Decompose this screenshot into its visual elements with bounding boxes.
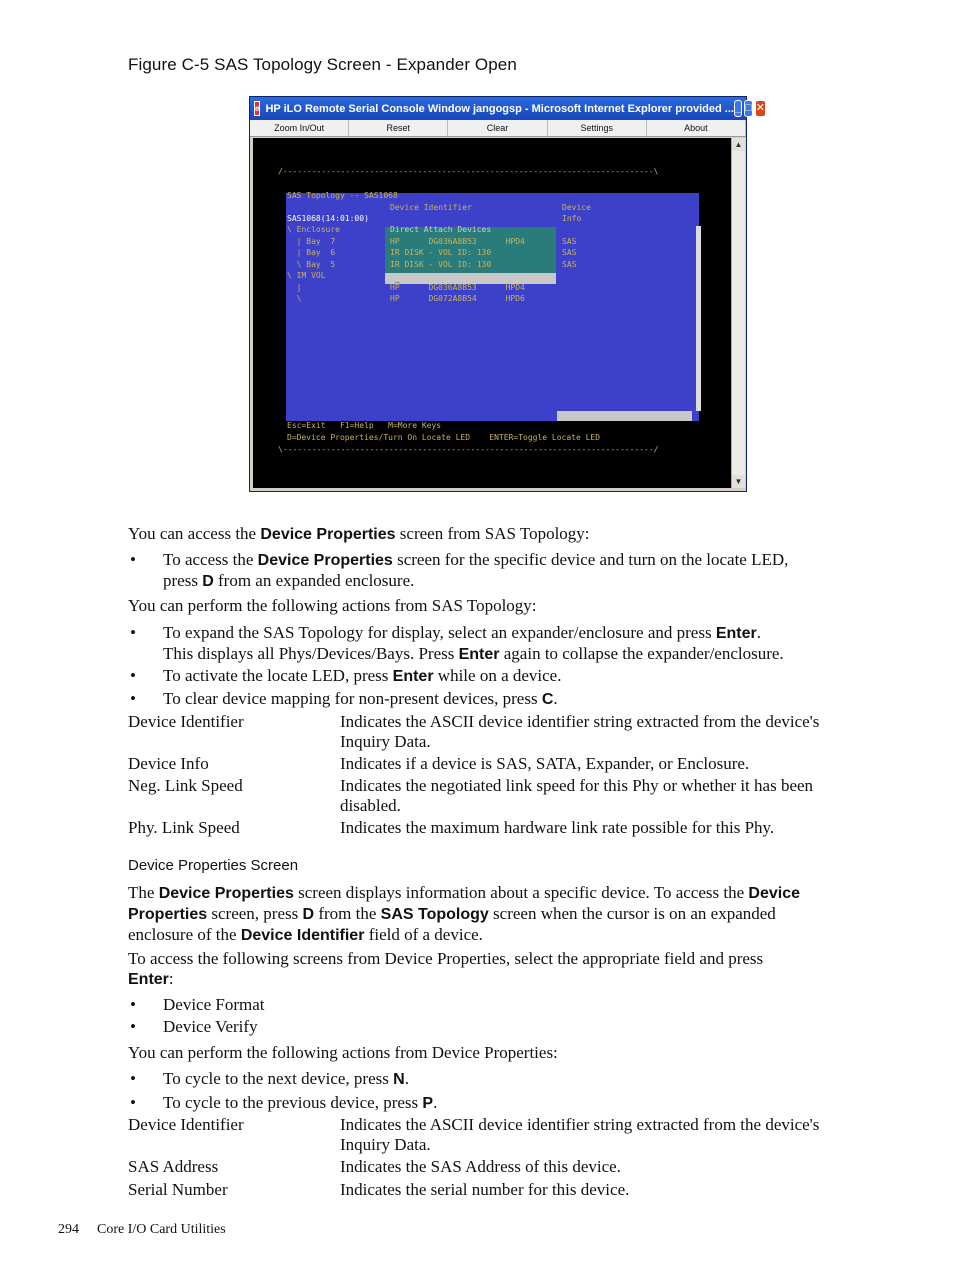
menu-zoom[interactable]: Zoom In/Out xyxy=(250,120,349,136)
device-info: SAS xyxy=(562,248,577,257)
bullet-icon: • xyxy=(130,1017,136,1036)
definition-text: Indicates the maximum hardware link rate possible for this Phy. xyxy=(340,818,775,837)
bullet-icon: • xyxy=(130,623,136,642)
paragraph: You can access the Device Properties screen from SAS Topology: xyxy=(128,524,590,543)
scroll-down-icon[interactable]: ▼ xyxy=(732,475,745,488)
tree-item: | Bay 7 xyxy=(287,237,336,246)
tree-item: | Bay 6 xyxy=(287,248,336,257)
device-row: Direct Attach Devices xyxy=(390,225,492,234)
device-info: SAS xyxy=(562,260,577,269)
definition-term: Device Info xyxy=(128,754,209,773)
device-row: IR DISK - VOL ID: 130 xyxy=(390,248,492,257)
col-info: Info xyxy=(562,214,582,223)
tree-item: \ IM VOL xyxy=(287,271,326,280)
definition-term: Serial Number xyxy=(128,1180,228,1199)
device-row: HP DG036A8B53 HPD4 xyxy=(390,283,525,292)
device-row: HP DG072A8B54 HPD6 xyxy=(390,294,525,303)
bullet-icon: • xyxy=(130,1069,136,1088)
terminal-screen xyxy=(253,138,731,488)
menu-clear[interactable]: Clear xyxy=(448,120,547,136)
paragraph: You can perform the following actions from Device Properties: xyxy=(128,1043,558,1062)
window-titlebar xyxy=(250,97,765,120)
tree-item: \ xyxy=(287,294,302,303)
list-item: Device Format xyxy=(163,995,265,1014)
definition-text: Indicates the serial number for this device. xyxy=(340,1180,630,1199)
bullet-icon: • xyxy=(130,995,136,1014)
paragraph: You can perform the following actions from SAS Topology: xyxy=(128,596,537,615)
window-vertical-scrollbar[interactable] xyxy=(731,138,745,488)
maximize-icon[interactable]: □ xyxy=(744,100,753,117)
page-number: 294 xyxy=(58,1222,79,1237)
close-icon[interactable]: ✕ xyxy=(755,100,766,117)
list-item: To clear device mapping for non-present devices, press C. xyxy=(163,689,558,708)
console-window xyxy=(249,96,765,492)
paragraph: To access the following screens from Device Properties, select the appropriate field and press Enter: xyxy=(128,949,764,988)
definition-term: Neg. Link Speed xyxy=(128,776,243,795)
definition-term: SAS Address xyxy=(128,1157,219,1176)
terminal-footer-keys: D=Device Properties/Turn On Locate LED ENTER=Toggle Locate LED xyxy=(287,433,601,442)
minimize-icon[interactable]: _ xyxy=(734,100,742,117)
device-row: HP DG036A8B53 HPD4 xyxy=(390,237,525,246)
terminal-frame-top: /-----------------------------------------------------------------------------\ xyxy=(278,167,659,176)
definition-term: Phy. Link Speed xyxy=(128,818,240,837)
col-device: Device xyxy=(562,203,591,212)
device-row: IR DISK - VOL ID: 130 xyxy=(390,260,492,269)
definition-term: Device Identifier xyxy=(128,712,244,731)
list-item: To cycle to the previous device, press P. xyxy=(163,1093,438,1112)
menu-reset[interactable]: Reset xyxy=(349,120,448,136)
chapter-title: Core I/O Card Utilities xyxy=(97,1222,226,1237)
terminal-footer-keys: Esc=Exit F1=Help M=More Keys xyxy=(287,421,442,430)
col-device-identifier: Device Identifier xyxy=(390,203,472,212)
definition-term: Device Identifier xyxy=(128,1115,244,1134)
bullet-icon: • xyxy=(130,1093,136,1112)
bullet-icon: • xyxy=(130,666,136,685)
menu-about[interactable]: About xyxy=(647,120,746,136)
scroll-up-icon[interactable]: ▲ xyxy=(732,138,745,151)
section-heading: Device Properties Screen xyxy=(128,857,299,874)
terminal-frame-bottom: \-----------------------------------------------------------------------------/ xyxy=(278,445,659,454)
console-menubar xyxy=(250,120,746,137)
horizontal-scrollbar[interactable] xyxy=(557,411,692,421)
list-item: To activate the locate LED, press Enter while on a device. xyxy=(163,666,562,685)
list-item: To access the Device Properties screen for the specific device and turn on the locate LED, press D from an expanded enclosure. xyxy=(163,550,789,590)
tree-item: \ Enclosure xyxy=(287,225,340,234)
panel-vertical-scrollbar[interactable] xyxy=(696,226,701,411)
tree-root: SAS1068(14:01:00) xyxy=(287,214,369,223)
terminal-heading: SAS Topology -- SAS1068 xyxy=(287,191,398,200)
definition-text: Indicates the SAS Address of this device. xyxy=(340,1157,621,1176)
definition-text: Indicates the ASCII device identifier string extracted from the device's Inquiry Data. xyxy=(340,1115,820,1154)
ie-icon: e xyxy=(254,101,260,116)
paragraph: The Device Properties screen displays information about a specific device. To access the Device Properties screen, press D from the SAS Topology screen when the cursor is on an expanded enclosure of the Device Identifier field of a device. xyxy=(128,883,800,944)
definition-text: Indicates the negotiated link speed for this Phy or whether it has been disabled. xyxy=(340,776,814,815)
page-footer xyxy=(58,1222,226,1238)
list-item: Device Verify xyxy=(163,1017,258,1036)
bullet-icon: • xyxy=(130,550,136,569)
list-item: To expand the SAS Topology for display, select an expander/enclosure and press Enter. This displays all Phys/Devices/Bays. Press Enter again to collapse the expander/enclosure. xyxy=(163,623,784,663)
bullet-icon: • xyxy=(130,689,136,708)
list-item: To cycle to the next device, press N. xyxy=(163,1069,409,1088)
figure-caption: Figure C-5 SAS Topology Screen - Expander Open xyxy=(128,55,517,74)
menu-settings[interactable]: Settings xyxy=(548,120,647,136)
tree-item: \ Bay 5 xyxy=(287,260,336,269)
definition-text: Indicates if a device is SAS, SATA, Expander, or Enclosure. xyxy=(340,754,750,773)
window-title: HP iLO Remote Serial Console Window jangogsp - Microsoft Internet Explorer provided ... xyxy=(265,102,734,115)
definition-text: Indicates the ASCII device identifier string extracted from the device's Inquiry Data. xyxy=(340,712,820,751)
device-row-selected[interactable]: _ xyxy=(390,274,400,283)
tree-item: | xyxy=(287,283,302,292)
device-info: SAS xyxy=(562,237,577,246)
